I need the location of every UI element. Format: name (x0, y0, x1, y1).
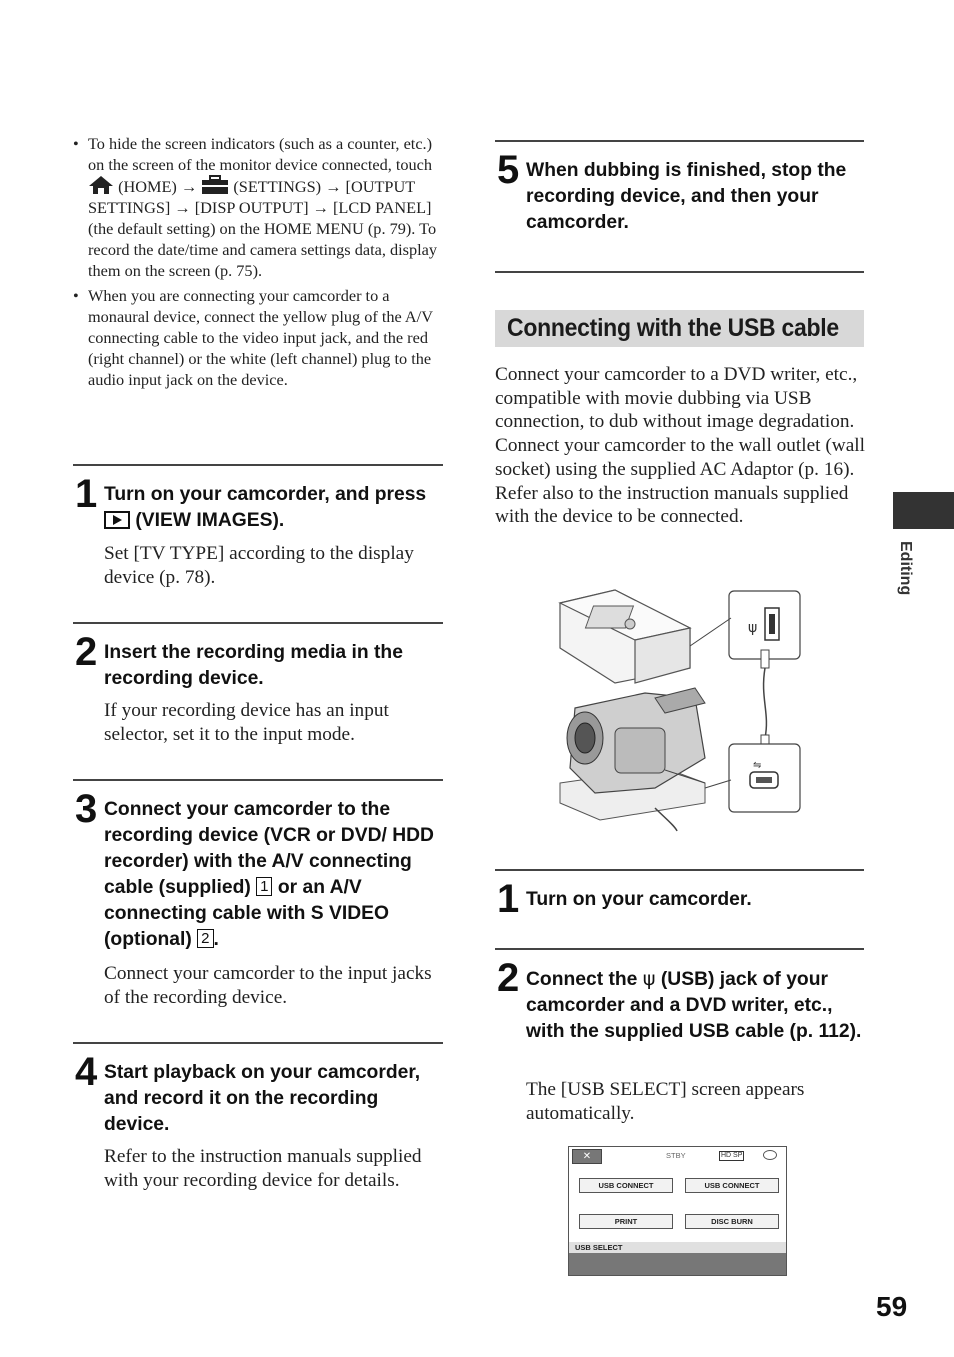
step-title: Connect the ψ (USB) jack of your camcorder and a DVD writer, etc., with the supplied USB cable (p. 112). (526, 967, 862, 1042)
usb-icon: ψ (642, 967, 656, 990)
note-item: • When you are connecting your camcorder to a monaural device, connect the yellow plug of the A/V connecting cable to the video input jack, and the red (right channel) or the white (left channel) plug to the audio input jack on the device. (73, 285, 443, 390)
screen-footer-label: USB SELECT (569, 1242, 786, 1253)
step-title: Start playback on your camcorder, and record it on the recording device. (104, 1062, 421, 1135)
page-number: 59 (876, 1291, 908, 1322)
divider (495, 271, 864, 273)
divider (73, 464, 443, 466)
usb-connection-illustration (555, 588, 805, 833)
notes-list (73, 133, 443, 394)
step-title: Turn on your camcorder. (526, 889, 752, 910)
usb-connect-card-button[interactable]: USB CONNECT (685, 1178, 779, 1193)
status-text: STBY (666, 1151, 686, 1160)
divider (495, 948, 864, 950)
step-body: Refer to the instruction manuals supplied with your recording device for details. (104, 1146, 422, 1191)
disc-icon (763, 1150, 777, 1160)
step-title: Insert the recording media in the recording device. (104, 642, 403, 689)
step-number: 5 (497, 148, 520, 192)
reference-box: 2 (197, 929, 213, 948)
section-heading: Connecting with the USB cable (495, 310, 864, 347)
step-number: 4 (75, 1050, 98, 1094)
disc-burn-button[interactable]: DISC BURN (685, 1214, 779, 1229)
step-title: Turn on your camcorder, and press (VIEW IMAGES). (104, 484, 427, 531)
chapter-label: Editing (897, 541, 914, 596)
step-title: Connect your camcorder to the recording device (VCR or DVD/ HDD recorder) with the A/V connecting cable (supplied) 1 or an A/V connecting cable with S VIDEO (optional) 2 . (104, 799, 434, 950)
quality-badge: HD SP (721, 1152, 743, 1159)
note-item: • To hide the screen indicators (such as a counter, etc.) on the screen of the monitor device connected, touch (HOME) → (SETTINGS) → [OUTPUT SETTINGS] → [DISP OUTPUT] → [LCD PANEL] (the default setting) on the HOME MENU (p. 79). To record the date/time and camera settings data, display them on the screen (p. 75). (73, 133, 443, 281)
close-button[interactable]: ✕ (572, 1149, 602, 1164)
chapter-tab (893, 492, 954, 529)
divider (495, 140, 864, 142)
camcorder-illustration (560, 688, 731, 831)
step-number: 1 (497, 877, 520, 921)
step-body: Connect your camcorder to the input jacks of the recording device. (104, 963, 432, 1008)
step-number: 2 (75, 630, 98, 674)
usb-connect-disc-button[interactable]: USB CONNECT (579, 1178, 673, 1193)
reference-box: 1 (256, 877, 272, 896)
divider (495, 869, 864, 871)
svg-text:ψ: ψ (748, 620, 758, 636)
print-button[interactable]: PRINT (579, 1214, 673, 1229)
view-images-icon (104, 511, 130, 529)
svg-text:⇋: ⇋ (753, 760, 762, 771)
toolbox-icon (201, 175, 229, 195)
divider (73, 1042, 443, 1044)
step-number: 2 (497, 956, 520, 1000)
screen-status-bar (569, 1147, 786, 1167)
step-body: The [USB SELECT] screen appears automatically. (526, 1079, 805, 1124)
step-number: 3 (75, 787, 98, 831)
home-icon (88, 175, 114, 195)
step-number: 1 (75, 472, 98, 516)
step-body: Set [TV TYPE] according to the display device (p. 78). (104, 543, 414, 588)
screen-bottom-bar (569, 1253, 786, 1275)
divider (73, 622, 443, 624)
dvd-writer-illustration (560, 590, 690, 683)
step-title: When dubbing is finished, stop the recording device, and then your camcorder. (526, 160, 847, 233)
intro-paragraph: Connect your camcorder to a DVD writer, etc., compatible with movie dubbing via USB connection, to dub without image degradation. Connect your camcorder to the wall outlet (wall socket) using the supplied AC Adaptor (p. 16). Refer also to the instruction manuals supplied with the device to be connected. (495, 364, 865, 528)
step-body: If your recording device has an input selector, set it to the input mode. (104, 700, 389, 745)
usb-select-screen (568, 1146, 787, 1276)
divider (73, 779, 443, 781)
